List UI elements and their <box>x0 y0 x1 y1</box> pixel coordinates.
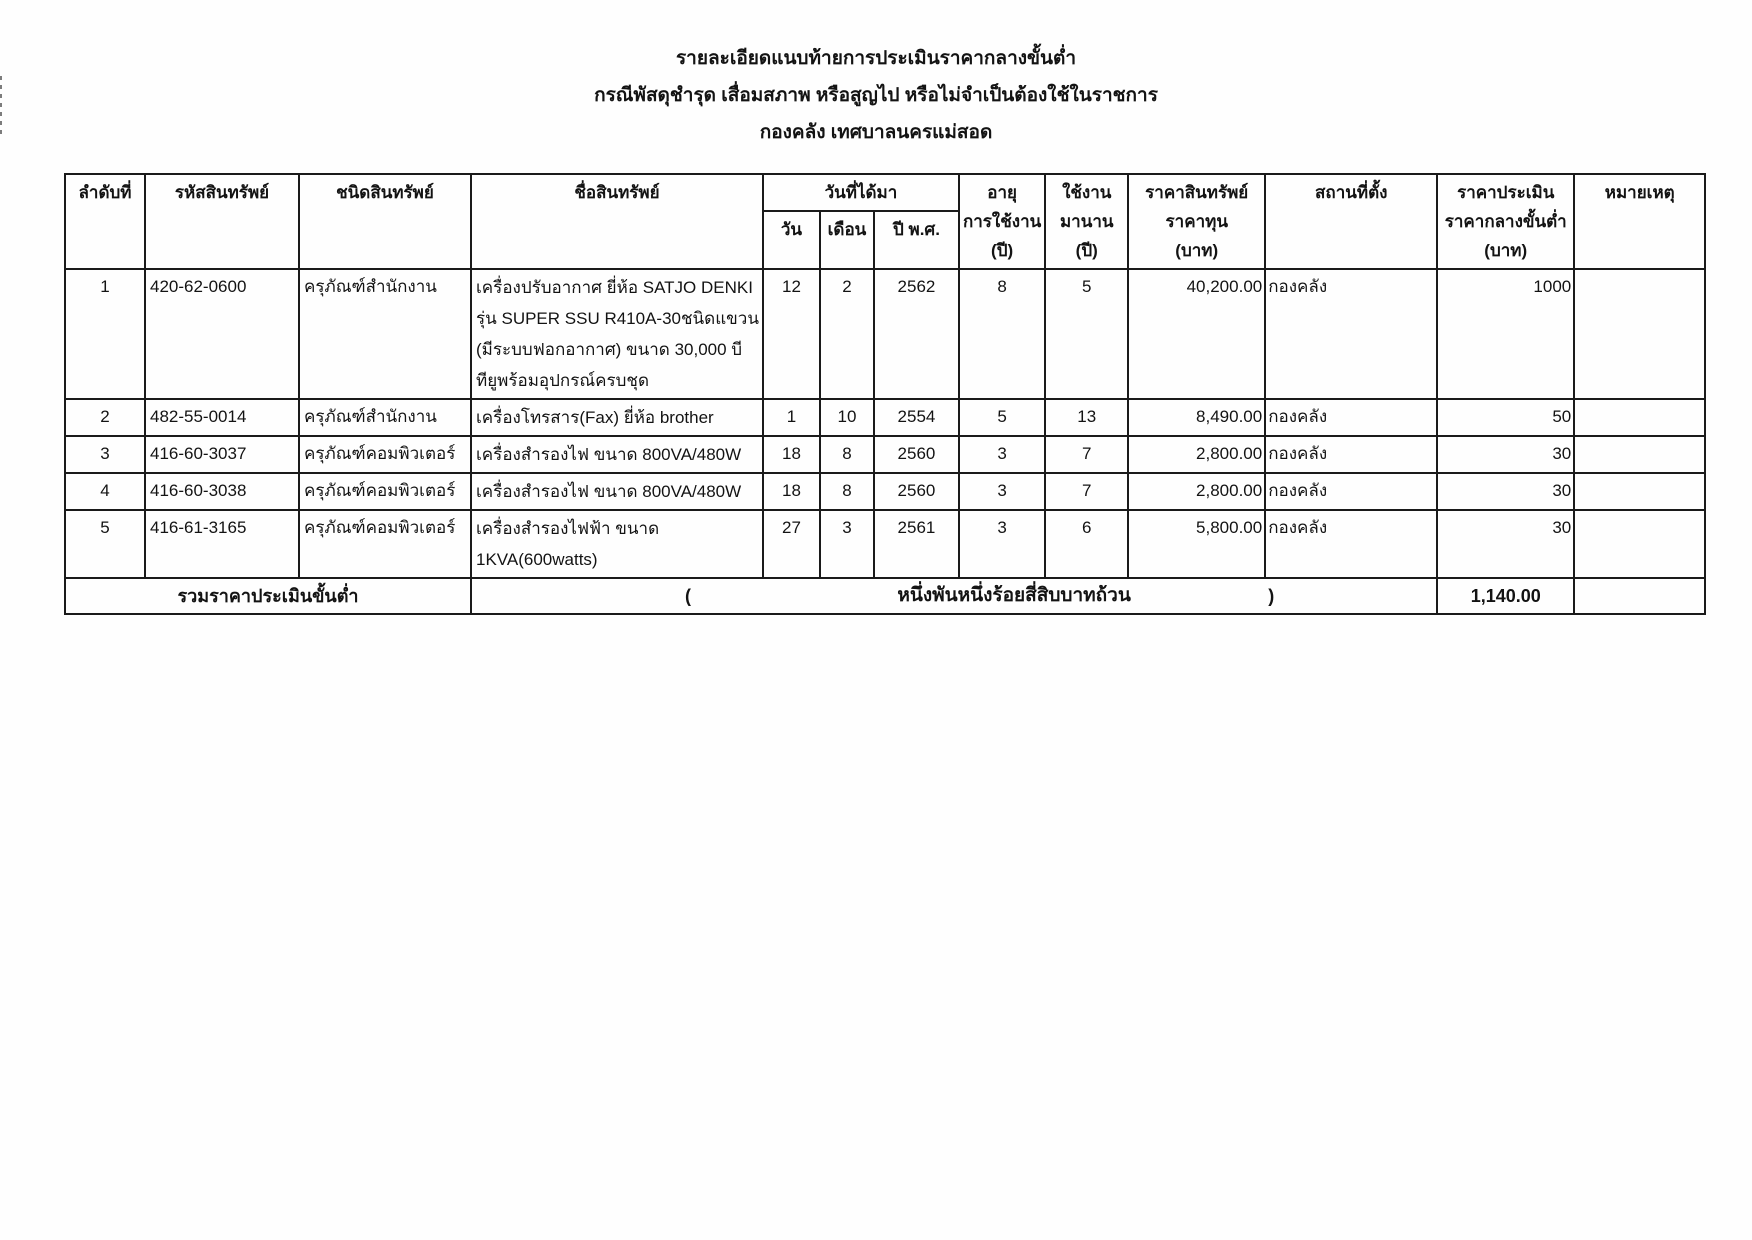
cell-asset-code: 420-62-0600 <box>145 269 299 399</box>
header-asset-type: ชนิดสินทรัพย์ <box>299 174 471 269</box>
table-footer-row <box>65 578 1705 614</box>
cell-no: 2 <box>65 399 145 436</box>
cell-asset-code: 416-60-3038 <box>145 473 299 510</box>
cell-asset-name: เครื่องสำรองไฟ ขนาด 800VA/480W <box>471 473 763 510</box>
cell-day: 12 <box>763 269 820 399</box>
document-title-line3: กองคลัง เทศบาลนครแม่สอด <box>759 122 993 143</box>
cell-remark <box>1574 399 1705 436</box>
footer-amount-words: หนึ่งพันหนึ่งร้อยสี่สิบบาทถ้วน <box>763 578 1265 614</box>
cell-asset-type: ครุภัณฑ์คอมพิวเตอร์ <box>299 473 471 510</box>
header-remark: หมายเหตุ <box>1574 174 1705 269</box>
header-used-for: ใช้งาน มานาน (ปี) <box>1045 174 1128 269</box>
cell-year: 2560 <box>874 473 959 510</box>
cell-asset-code: 416-60-3037 <box>145 436 299 473</box>
cell-remark <box>1574 436 1705 473</box>
table-body <box>65 269 1705 614</box>
cell-service-life: 3 <box>959 436 1045 473</box>
cell-remark <box>1574 473 1705 510</box>
cell-service-life: 3 <box>959 510 1045 578</box>
cell-asset-name: เครื่องปรับอากาศ ยี่ห้อ SATJO DENKI รุ่น SUPER SSU R410A-30ชนิดแขวน (มีระบบฟอกอากาศ) ขนาด 30,000 บี ทียูพร้อมอุปกรณ์ครบชุด <box>471 269 763 399</box>
footer-sum-label: รวมราคาประเมินขั้นต่ำ <box>65 578 471 614</box>
table-header <box>65 174 1705 269</box>
table-row-1 <box>65 269 1705 399</box>
cell-used-for: 7 <box>1045 436 1128 473</box>
cell-month: 2 <box>820 269 874 399</box>
footer-total-amount: 1,140.00 <box>1437 578 1574 614</box>
header-asset-code: รหัสสินทรัพย์ <box>145 174 299 269</box>
cell-year: 2560 <box>874 436 959 473</box>
table-row-2 <box>65 399 1705 436</box>
header-no: ลำดับที่ <box>65 174 145 269</box>
cell-year: 2562 <box>874 269 959 399</box>
cell-remark <box>1574 269 1705 399</box>
cell-asset-name: เครื่องสำรองไฟฟ้า ขนาด 1KVA(600watts) <box>471 510 763 578</box>
cell-month: 8 <box>820 436 874 473</box>
cell-location: กองคลัง <box>1265 269 1437 399</box>
cell-location: กองคลัง <box>1265 399 1437 436</box>
cell-month: 8 <box>820 473 874 510</box>
cell-cost: 2,800.00 <box>1128 473 1265 510</box>
cell-used-for: 7 <box>1045 473 1128 510</box>
cell-year: 2554 <box>874 399 959 436</box>
table-row-3 <box>65 436 1705 473</box>
cell-remark <box>1574 510 1705 578</box>
cell-no: 5 <box>65 510 145 578</box>
footer-open-paren: ( <box>471 578 763 614</box>
cell-day: 27 <box>763 510 820 578</box>
header-cost: ราคาสินทรัพย์ ราคาทุน (บาท) <box>1128 174 1265 269</box>
cell-service-life: 8 <box>959 269 1045 399</box>
scan-artifact-mark <box>0 76 2 134</box>
cell-year: 2561 <box>874 510 959 578</box>
cell-day: 18 <box>763 436 820 473</box>
header-asset-name: ชื่อสินทรัพย์ <box>471 174 763 269</box>
header-year: ปี พ.ศ. <box>874 211 959 269</box>
header-appraised: ราคาประเมิน ราคากลางขั้นต่ำ (บาท) <box>1437 174 1574 269</box>
cell-day: 18 <box>763 473 820 510</box>
cell-cost: 2,800.00 <box>1128 436 1265 473</box>
cell-cost: 40,200.00 <box>1128 269 1265 399</box>
cell-cost: 5,800.00 <box>1128 510 1265 578</box>
header-service-life: อายุ การใช้งาน (ปี) <box>959 174 1045 269</box>
footer-close-paren: ) <box>1265 578 1437 614</box>
header-location: สถานที่ตั้ง <box>1265 174 1437 269</box>
cell-appraised: 1000 <box>1437 269 1574 399</box>
footer-remark-empty <box>1574 578 1705 614</box>
cell-asset-type: ครุภัณฑ์คอมพิวเตอร์ <box>299 436 471 473</box>
cell-no: 4 <box>65 473 145 510</box>
cell-used-for: 13 <box>1045 399 1128 436</box>
cell-no: 1 <box>65 269 145 399</box>
cell-service-life: 3 <box>959 473 1045 510</box>
cell-asset-name: เครื่องโทรสาร(Fax) ยี่ห้อ brother <box>471 399 763 436</box>
cell-asset-type: ครุภัณฑ์สำนักงาน <box>299 399 471 436</box>
cell-asset-code: 416-61-3165 <box>145 510 299 578</box>
document-title-line1: รายละเอียดแนบท้ายการประเมินราคากลางขั้นต่ำ <box>675 48 1077 69</box>
cell-day: 1 <box>763 399 820 436</box>
cell-used-for: 5 <box>1045 269 1128 399</box>
cell-no: 3 <box>65 436 145 473</box>
cell-appraised: 50 <box>1437 399 1574 436</box>
cell-asset-type: ครุภัณฑ์สำนักงาน <box>299 269 471 399</box>
cell-asset-name: เครื่องสำรองไฟ ขนาด 800VA/480W <box>471 436 763 473</box>
table-row-5 <box>65 510 1705 578</box>
cell-location: กองคลัง <box>1265 473 1437 510</box>
cell-used-for: 6 <box>1045 510 1128 578</box>
cell-month: 3 <box>820 510 874 578</box>
cell-location: กองคลัง <box>1265 436 1437 473</box>
header-day: วัน <box>763 211 820 269</box>
document-title-line2: กรณีพัสดุชำรุด เสื่อมสภาพ หรือสูญไป หรือไม่จำเป็นต้องใช้ในราชการ <box>594 85 1158 106</box>
asset-appraisal-table <box>64 173 1706 615</box>
cell-appraised: 30 <box>1437 436 1574 473</box>
cell-appraised: 30 <box>1437 473 1574 510</box>
cell-location: กองคลัง <box>1265 510 1437 578</box>
cell-month: 10 <box>820 399 874 436</box>
table-row-4 <box>65 473 1705 510</box>
document-title-block <box>0 0 1752 151</box>
cell-cost: 8,490.00 <box>1128 399 1265 436</box>
cell-service-life: 5 <box>959 399 1045 436</box>
cell-asset-type: ครุภัณฑ์คอมพิวเตอร์ <box>299 510 471 578</box>
cell-asset-code: 482-55-0014 <box>145 399 299 436</box>
header-month: เดือน <box>820 211 874 269</box>
cell-appraised: 30 <box>1437 510 1574 578</box>
header-date-acquired: วันที่ได้มา <box>763 174 959 211</box>
